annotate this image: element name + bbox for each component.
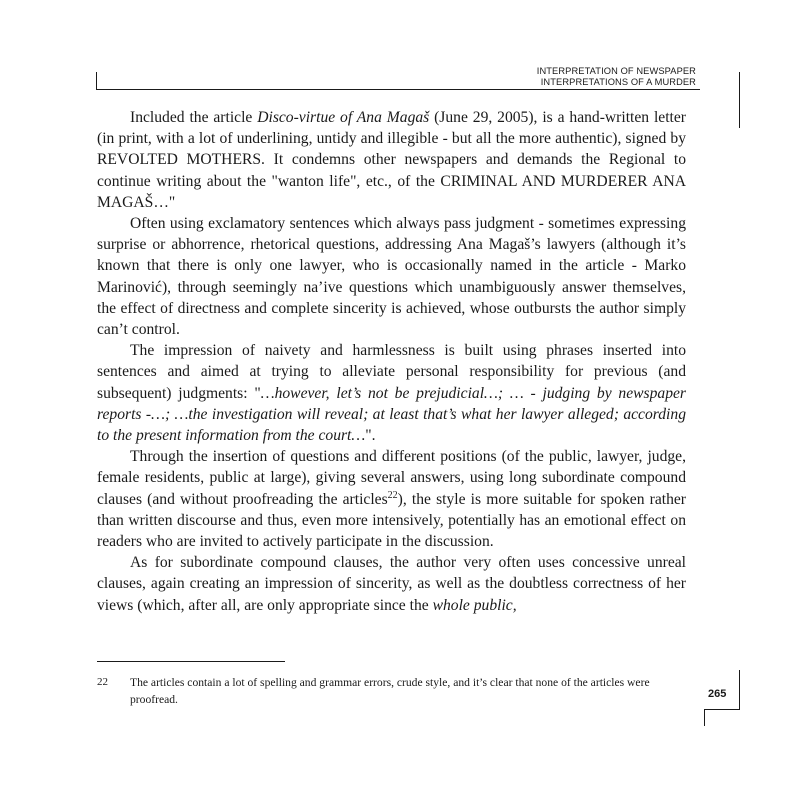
footnote-reference[interactable]: 22 (387, 489, 398, 501)
paragraph-3-text-a: The impression of naivety and harmlessness is built using phrases inserted into sentences and aimed at trying to alleviate personal responsibility for previous (and subsequent) judgments: " (97, 342, 686, 402)
paragraph-3 (97, 340, 686, 446)
paragraph-1-text-c: . It condemns other newspapers and demands the Regional to continue writing about the "wanton life", etc., of the (97, 151, 686, 190)
header-rule-right (739, 72, 740, 128)
paragraph-1 (97, 107, 686, 213)
paragraph-4-text-b: ), the style is more suitable for spoken rather than written discourse and thus, even more intensively, potentially has an emotional effect on readers who are invited to actively participate in the discussion. (97, 490, 686, 551)
paragraph-3-italic-quote: …however, let’s not be prejudicial…; … - judging by newspaper reports -…; …the investigation will reveal; at least that’s what her lawyer alleged; according to the present information from the court… (97, 384, 686, 445)
running-head-line-1: INTERPRETATION OF NEWSPAPER (536, 66, 696, 76)
page-number-rule-bottom (704, 709, 705, 726)
running-head (537, 66, 696, 87)
paragraph-2: Often using exclamatory sentences which always pass judgment - sometimes expressing surprise or abhorrence, rhetorical questions, addressing Ana Magaš’s lawyers (although it’s known that there is only one lawyer, who is occasionally named in the article - Marko Marinović), through seemingly na’ive questions which unambiguously answer themselves, the effect of directness and complete sincerity is achieved, whose outbursts the author simply can’t control. (97, 215, 686, 339)
signature-small-caps: REVOLTED MOTHERS (97, 151, 262, 169)
footnote-number: 22 (97, 676, 108, 688)
footnote-text: The articles contain a lot of spelling and grammar errors, crude style, and it’s clear that none of the articles were proofread. (130, 676, 650, 706)
paragraph-4-text-a: Through the insertion of questions and different positions (of the public, lawyer, judge, female residents, public at large), giving several answers, using long subordinate compound clauses (and without proofreading the articles (97, 448, 686, 508)
paragraph-4 (97, 446, 686, 552)
body-text (97, 107, 686, 616)
running-head-line-2: INTERPRETATIONS OF A MURDER (540, 76, 696, 87)
quote-small-caps: CRIMINAL AND MURDERER ANA MAGAŠ… (97, 172, 686, 211)
paragraph-1-text-d: " (168, 193, 176, 211)
paragraph-5-text-a: As for subordinate compound clauses, the author very often uses concessive unreal clauses, again creating an impression of sincerity, as well as the doubtless correctness of her views (which, after all, are only appropriate since the (97, 554, 686, 614)
paragraph-1-text-b: (June 29, 2005), is a hand-written letter (in print, with a lot of underlining, untidy and illegible - but all the more authentic), signed by (97, 109, 686, 148)
header-rule (96, 89, 700, 90)
page-number: 265 (708, 688, 727, 700)
article-title: Disco-virtue of Ana Magaš (257, 109, 430, 126)
page-number-rule-vertical (739, 670, 740, 710)
paragraph-5 (97, 552, 686, 616)
footnote (97, 674, 687, 708)
paragraph-3-text-b: ". (365, 427, 376, 445)
paragraph-5-italic: whole public, (432, 596, 517, 614)
page-number-rule-horizontal (704, 709, 740, 710)
footnote-rule (97, 661, 285, 662)
header-rule-left (96, 72, 97, 90)
paragraph-1-text-a: Included the article (130, 109, 258, 126)
